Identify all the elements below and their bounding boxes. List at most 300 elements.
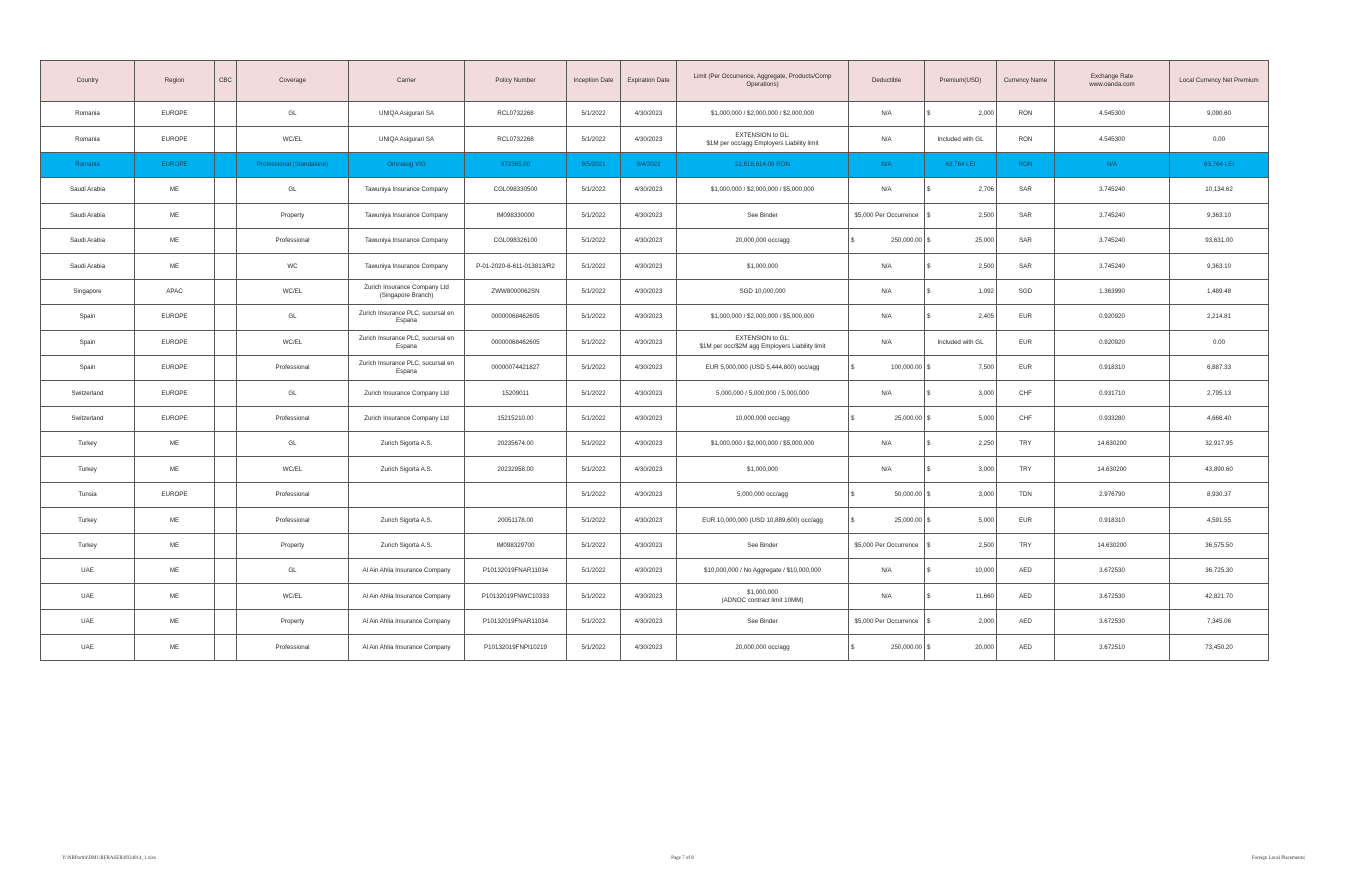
- country-cell: Saudi Arabia: [41, 178, 135, 203]
- policy-number-cell: 15209011: [465, 381, 567, 406]
- deductible-cell: N/A: [849, 381, 925, 406]
- currency-amount: [927, 567, 994, 575]
- table-row: [41, 228, 1269, 253]
- currency-symbol: $: [927, 541, 931, 549]
- expiration-date-cell: 4/30/2023: [621, 305, 677, 330]
- country-cell: Saudi Arabia: [41, 254, 135, 279]
- footer-page-number: Page 7 of 8: [671, 856, 694, 861]
- cbc-cell: [215, 457, 237, 482]
- inception-date-cell: 5/1/2022: [567, 482, 621, 507]
- currency-amount: [927, 212, 994, 220]
- policy-number-cell: 15215210.00: [465, 406, 567, 431]
- local-premium-cell: 4,591.55: [1170, 508, 1269, 533]
- expiration-date-cell: 4/30/2023: [621, 559, 677, 584]
- country-cell: UAE: [41, 635, 135, 660]
- deductible-cell: N/A: [849, 559, 925, 584]
- currency-name-cell: RON: [997, 152, 1055, 177]
- expiration-date-cell: 4/30/2023: [621, 203, 677, 228]
- inception-date-cell: 5/1/2022: [567, 102, 621, 127]
- premium-cell: [925, 254, 997, 279]
- exchange-rate-cell: 14.630200: [1055, 432, 1170, 457]
- region-cell: EUROPE: [135, 355, 215, 380]
- exchange-rate-cell: 3.672530: [1055, 584, 1170, 609]
- cbc-cell: [215, 533, 237, 558]
- coverage-cell: WC/EL: [237, 279, 349, 304]
- column-header: Country: [41, 61, 135, 102]
- amount-value: 25,000: [975, 237, 994, 245]
- inception-date-cell: 5/1/2022: [567, 533, 621, 558]
- local-premium-cell: 0.00: [1170, 330, 1269, 355]
- coverage-cell: GL: [237, 102, 349, 127]
- currency-amount: [927, 288, 994, 296]
- premium-cell: 63,764 LEI: [925, 152, 997, 177]
- currency-amount: [927, 313, 994, 321]
- deductible-cell: N/A: [849, 178, 925, 203]
- currency-symbol: $: [851, 237, 855, 245]
- region-cell: ME: [135, 635, 215, 660]
- deductible-cell: N/A: [849, 152, 925, 177]
- local-premium-cell: 36,725.30: [1170, 559, 1269, 584]
- exchange-rate-cell: 4.545300: [1055, 102, 1170, 127]
- currency-symbol: $: [927, 389, 931, 397]
- limit-cell: 5,000,000 occ/agg: [677, 482, 849, 507]
- region-cell: ME: [135, 254, 215, 279]
- currency-symbol: $: [927, 465, 931, 473]
- local-premium-cell: 8,930.37: [1170, 482, 1269, 507]
- expiration-date-cell: 4/30/2023: [621, 102, 677, 127]
- table-row: [41, 584, 1269, 609]
- premium-cell: [925, 508, 997, 533]
- carrier-cell: Zurich Sigorta A.S.: [349, 432, 465, 457]
- expiration-date-cell: 4/30/2023: [621, 279, 677, 304]
- country-cell: Turkey: [41, 457, 135, 482]
- cbc-cell: [215, 584, 237, 609]
- inception-date-cell: 5/1/2022: [567, 178, 621, 203]
- policy-number-cell: 20235674.00: [465, 432, 567, 457]
- deductible-cell: N/A: [849, 432, 925, 457]
- carrier-cell: Tawuniya Insurance Company: [349, 254, 465, 279]
- deductible-cell: [849, 228, 925, 253]
- region-cell: EUROPE: [135, 381, 215, 406]
- country-cell: Singapore: [41, 279, 135, 304]
- amount-value: 20,000: [975, 643, 994, 651]
- column-header: Limit (Per Occurrence, Aggregate, Products/Comp Operations): [677, 61, 849, 102]
- currency-symbol: $: [851, 415, 855, 422]
- currency-amount: [851, 415, 922, 423]
- region-cell: ME: [135, 609, 215, 634]
- currency-symbol: $: [927, 186, 931, 194]
- table-row: [41, 102, 1269, 127]
- coverage-cell: GL: [237, 381, 349, 406]
- region-cell: ME: [135, 432, 215, 457]
- table-row: [41, 254, 1269, 279]
- premium-cell: [925, 457, 997, 482]
- premium-cell: [925, 279, 997, 304]
- carrier-cell: Zurich Sigorta A.S.: [349, 508, 465, 533]
- policy-number-cell: P10132019FNWC10333: [465, 584, 567, 609]
- coverage-cell: Professional: [237, 508, 349, 533]
- table-row: [41, 635, 1269, 660]
- deductible-cell: [849, 635, 925, 660]
- currency-amount: [927, 542, 994, 550]
- carrier-cell: Zurich Insurance PLC, sucursal en Espana: [349, 355, 465, 380]
- table-row: [41, 178, 1269, 203]
- column-header: Expiration Date: [621, 61, 677, 102]
- policy-number-cell: RCL0732268: [465, 102, 567, 127]
- policy-number-cell: P10132019FNAR11034: [465, 609, 567, 634]
- carrier-cell: Al Ain Ahlia Insurance Company: [349, 635, 465, 660]
- carrier-cell: Omniasig VIG: [349, 152, 465, 177]
- exchange-rate-cell: 3.745240: [1055, 254, 1170, 279]
- limit-cell: 5,000,000 / 5,000,000 / 5,000,000: [677, 381, 849, 406]
- amount-value: 25,000.00: [894, 516, 922, 524]
- limit-cell: See Binder: [677, 203, 849, 228]
- country-cell: Turkey: [41, 533, 135, 558]
- currency-symbol: $: [927, 110, 931, 118]
- currency-name-cell: SGD: [997, 279, 1055, 304]
- carrier-cell: Zurich Sigorta A.S.: [349, 457, 465, 482]
- currency-name-cell: TRY: [997, 432, 1055, 457]
- table-row: [41, 482, 1269, 507]
- table-row: [41, 533, 1269, 558]
- country-cell: UAE: [41, 609, 135, 634]
- currency-name-cell: SAR: [997, 228, 1055, 253]
- country-cell: Romania: [41, 127, 135, 152]
- country-cell: Turkey: [41, 432, 135, 457]
- column-header: Deductible: [849, 61, 925, 102]
- inception-date-cell: 9/5/2021: [567, 152, 621, 177]
- expiration-date-cell: 4/30/2023: [621, 457, 677, 482]
- inception-date-cell: 5/1/2022: [567, 381, 621, 406]
- currency-symbol: $: [851, 516, 855, 524]
- local-premium-cell: 32,917.95: [1170, 432, 1269, 457]
- premium-cell: [925, 406, 997, 431]
- deductible-cell: [849, 508, 925, 533]
- currency-name-cell: EUR: [997, 305, 1055, 330]
- currency-symbol: $: [927, 567, 931, 575]
- currency-amount: [927, 364, 994, 372]
- expiration-date-cell: 4/30/2023: [621, 254, 677, 279]
- country-cell: Saudi Arabia: [41, 203, 135, 228]
- amount-value: 100,000.00: [891, 364, 922, 372]
- country-cell: Switzerland: [41, 406, 135, 431]
- coverage-cell: WC/EL: [237, 584, 349, 609]
- region-cell: EUROPE: [135, 330, 215, 355]
- expiration-date-cell: 9/4/2022: [621, 152, 677, 177]
- carrier-cell: Zurich Insurance Company Ltd (Singapore Branch): [349, 279, 465, 304]
- policy-number-cell: CGL098326100: [465, 228, 567, 253]
- inception-date-cell: 5/1/2022: [567, 432, 621, 457]
- currency-name-cell: TRY: [997, 457, 1055, 482]
- coverage-cell: Professional (Standalone): [237, 152, 349, 177]
- currency-amount: [851, 491, 922, 499]
- amount-value: 11,660: [975, 592, 994, 600]
- amount-value: 2,000: [978, 110, 994, 118]
- limit-cell: EUR 5,000,000 (USD 5,444,800) occ/agg: [677, 355, 849, 380]
- carrier-cell: Tawuniya Insurance Company: [349, 203, 465, 228]
- limit-cell: 10,000,000 occ/agg: [677, 406, 849, 431]
- currency-amount: [851, 364, 922, 372]
- currency-name-cell: AED: [997, 559, 1055, 584]
- premium-cell: [925, 178, 997, 203]
- table-row: [41, 457, 1269, 482]
- expiration-date-cell: 4/30/2023: [621, 609, 677, 634]
- amount-value: 3,000: [978, 465, 994, 473]
- carrier-cell: Al Ain Ahlia Insurance Company: [349, 609, 465, 634]
- column-header: Carrier: [349, 61, 465, 102]
- carrier-cell: Tawuniya Insurance Company: [349, 228, 465, 253]
- inception-date-cell: 5/1/2022: [567, 228, 621, 253]
- expiration-date-cell: 4/30/2023: [621, 355, 677, 380]
- cbc-cell: [215, 635, 237, 660]
- coverage-cell: WC/EL: [237, 127, 349, 152]
- currency-symbol: $: [927, 313, 931, 321]
- policy-number-cell: 20051178.00: [465, 508, 567, 533]
- inception-date-cell: 5/1/2022: [567, 559, 621, 584]
- table-row: [41, 203, 1269, 228]
- inception-date-cell: 5/1/2022: [567, 609, 621, 634]
- currency-amount: [927, 390, 994, 398]
- country-cell: Tunsia: [41, 482, 135, 507]
- carrier-cell: [349, 482, 465, 507]
- currency-symbol: $: [927, 415, 931, 422]
- currency-name-cell: RON: [997, 102, 1055, 127]
- column-header: Currency Name: [997, 61, 1055, 102]
- policy-number-cell: 00000068462605: [465, 330, 567, 355]
- exchange-rate-cell: 0.918310: [1055, 508, 1170, 533]
- deductible-cell: N/A: [849, 457, 925, 482]
- amount-value: 2,500: [978, 541, 994, 549]
- limit-cell: EUR 10,000,000 (USD 10,889,600) occ/agg: [677, 508, 849, 533]
- amount-value: 2,000: [978, 618, 994, 626]
- region-cell: ME: [135, 533, 215, 558]
- limit-cell: See Binder: [677, 533, 849, 558]
- inception-date-cell: 5/1/2022: [567, 305, 621, 330]
- premium-cell: [925, 381, 997, 406]
- currency-symbol: $: [927, 516, 931, 524]
- exchange-rate-cell: 0.918310: [1055, 355, 1170, 380]
- insurance-schedule-table: [40, 60, 1269, 661]
- table-row: [41, 330, 1269, 355]
- local-premium-cell: 9,363.10: [1170, 203, 1269, 228]
- currency-amount: [851, 644, 922, 652]
- amount-value: 250,000.00: [891, 643, 922, 651]
- column-header: Coverage: [237, 61, 349, 102]
- deductible-cell: [849, 482, 925, 507]
- amount-value: 2,405: [978, 313, 994, 321]
- footer-sheet-name: Foreign Local Placements|: [1251, 856, 1305, 861]
- currency-amount: [851, 237, 922, 245]
- currency-symbol: $: [927, 211, 931, 219]
- country-cell: Spain: [41, 355, 135, 380]
- region-cell: ME: [135, 457, 215, 482]
- local-premium-cell: 42,821.70: [1170, 584, 1269, 609]
- carrier-cell: Zurich Insurance PLC, sucursal en Espana: [349, 330, 465, 355]
- amount-value: 2,500: [978, 211, 994, 219]
- region-cell: ME: [135, 584, 215, 609]
- carrier-cell: Tawuniya Insurance Company: [349, 178, 465, 203]
- region-cell: ME: [135, 203, 215, 228]
- policy-number-cell: P10132019FNAR11034: [465, 559, 567, 584]
- country-cell: Romania: [41, 102, 135, 127]
- region-cell: EUROPE: [135, 127, 215, 152]
- cbc-cell: [215, 228, 237, 253]
- currency-name-cell: AED: [997, 584, 1055, 609]
- deductible-cell: N/A: [849, 305, 925, 330]
- currency-name-cell: EUR: [997, 330, 1055, 355]
- currency-name-cell: CHF: [997, 406, 1055, 431]
- currency-symbol: $: [927, 643, 931, 651]
- policy-number-cell: 20232958.00: [465, 457, 567, 482]
- exchange-rate-cell: 3.672530: [1055, 559, 1170, 584]
- expiration-date-cell: 4/30/2023: [621, 584, 677, 609]
- deductible-cell: [849, 355, 925, 380]
- premium-cell: Included with GL: [925, 330, 997, 355]
- coverage-cell: Professional: [237, 355, 349, 380]
- country-cell: UAE: [41, 559, 135, 584]
- currency-amount: [927, 440, 994, 448]
- header-row: [41, 61, 1269, 102]
- inception-date-cell: 5/1/2022: [567, 355, 621, 380]
- column-header: Local Currency Net Premium: [1170, 61, 1269, 102]
- premium-cell: [925, 228, 997, 253]
- premium-cell: [925, 559, 997, 584]
- exchange-rate-cell: 3.672530: [1055, 609, 1170, 634]
- local-premium-cell: 73,450.20: [1170, 635, 1269, 660]
- exchange-rate-cell: 0.920920: [1055, 330, 1170, 355]
- amount-value: 2,250: [978, 440, 994, 448]
- limit-cell: See Binder: [677, 609, 849, 634]
- coverage-cell: WC: [237, 254, 349, 279]
- inception-date-cell: 5/1/2022: [567, 203, 621, 228]
- cbc-cell: [215, 127, 237, 152]
- currency-symbol: $: [927, 592, 931, 600]
- cbc-cell: [215, 330, 237, 355]
- limit-cell: 20,000,000 occ/agg: [677, 228, 849, 253]
- limit-cell: $1,000,000 (ADNOC contract limit 10MM): [677, 584, 849, 609]
- local-premium-cell: 1,489.48: [1170, 279, 1269, 304]
- currency-amount: [927, 593, 994, 601]
- country-cell: Switzerland: [41, 381, 135, 406]
- coverage-cell: WC/EL: [237, 457, 349, 482]
- local-premium-cell: 93,631.00: [1170, 228, 1269, 253]
- table-row: [41, 355, 1269, 380]
- amount-value: 3,000: [978, 389, 994, 397]
- cbc-cell: [215, 305, 237, 330]
- currency-name-cell: SAR: [997, 178, 1055, 203]
- table-body: [41, 102, 1269, 661]
- exchange-rate-cell: 2.976790: [1055, 482, 1170, 507]
- carrier-cell: Al Ain Ahlia Insurance Company: [349, 584, 465, 609]
- currency-name-cell: EUR: [997, 508, 1055, 533]
- policy-number-cell: CGL098330500: [465, 178, 567, 203]
- table-row: [41, 432, 1269, 457]
- policy-number-cell: P10132019FNPI10219: [465, 635, 567, 660]
- currency-name-cell: TRY: [997, 533, 1055, 558]
- policy-number-cell: P-01-2020-6-611-013813/R2: [465, 254, 567, 279]
- currency-amount: [927, 415, 994, 423]
- expiration-date-cell: 4/30/2023: [621, 178, 677, 203]
- deductible-cell: N/A: [849, 254, 925, 279]
- column-header: Policy Number: [465, 61, 567, 102]
- policy-number-cell: RCL0732268: [465, 127, 567, 152]
- inception-date-cell: 5/1/2022: [567, 279, 621, 304]
- expiration-date-cell: 4/30/2023: [621, 381, 677, 406]
- exchange-rate-cell: 4.545300: [1055, 127, 1170, 152]
- local-premium-cell: 9,363.10: [1170, 254, 1269, 279]
- cbc-cell: [215, 381, 237, 406]
- currency-amount: [927, 644, 994, 652]
- region-cell: APAC: [135, 279, 215, 304]
- local-premium-cell: 9,090.60: [1170, 102, 1269, 127]
- amount-value: 5,000: [978, 516, 994, 524]
- column-header: Inception Date: [567, 61, 621, 102]
- table-row: [41, 406, 1269, 431]
- currency-amount: [927, 491, 994, 499]
- limit-cell: $1,000,000 / $2,000,000 / $2,000,000: [677, 102, 849, 127]
- coverage-cell: Property: [237, 609, 349, 634]
- inception-date-cell: 5/1/2022: [567, 508, 621, 533]
- cbc-cell: [215, 152, 237, 177]
- limit-cell: $1,000,000: [677, 457, 849, 482]
- local-premium-cell: 63,764 LEI: [1170, 152, 1269, 177]
- deductible-cell: $5,000 Per Occurrence: [849, 533, 925, 558]
- cbc-cell: [215, 355, 237, 380]
- expiration-date-cell: 4/30/2023: [621, 508, 677, 533]
- carrier-cell: Zurich Sigorta A.S.: [349, 533, 465, 558]
- premium-cell: [925, 584, 997, 609]
- coverage-cell: Professional: [237, 482, 349, 507]
- exchange-rate-cell: 14.630200: [1055, 457, 1170, 482]
- local-premium-cell: 10,134.62: [1170, 178, 1269, 203]
- cbc-cell: [215, 406, 237, 431]
- coverage-cell: GL: [237, 305, 349, 330]
- amount-value: 7,500: [978, 364, 994, 372]
- currency-name-cell: SAR: [997, 203, 1055, 228]
- currency-amount: [927, 517, 994, 525]
- coverage-cell: Professional: [237, 635, 349, 660]
- coverage-cell: GL: [237, 178, 349, 203]
- currency-amount: [927, 186, 994, 194]
- premium-cell: [925, 533, 997, 558]
- exchange-rate-cell: 0.920920: [1055, 305, 1170, 330]
- cbc-cell: [215, 178, 237, 203]
- limit-cell: 22,618,614.06 RON: [677, 152, 849, 177]
- coverage-cell: Professional: [237, 406, 349, 431]
- amount-value: 25,000.00: [894, 415, 922, 422]
- premium-cell: Included with GL: [925, 127, 997, 152]
- region-cell: EUROPE: [135, 102, 215, 127]
- currency-name-cell: RON: [997, 127, 1055, 152]
- local-premium-cell: 4,666.40: [1170, 406, 1269, 431]
- inception-date-cell: 5/1/2022: [567, 254, 621, 279]
- policy-number-cell: IM098330000: [465, 203, 567, 228]
- limit-cell: EXTENSION to GL: $1M per occ/agg Employers Liability limit: [677, 127, 849, 152]
- currency-name-cell: SAR: [997, 254, 1055, 279]
- region-cell: ME: [135, 178, 215, 203]
- policy-number-cell: 00000068462605: [465, 305, 567, 330]
- policy-number-cell: ZWW8000062SN: [465, 279, 567, 304]
- carrier-cell: UNIQA Asigurari SA: [349, 127, 465, 152]
- inception-date-cell: 5/1/2022: [567, 330, 621, 355]
- carrier-cell: Zurich Insurance Company Ltd: [349, 381, 465, 406]
- premium-cell: [925, 305, 997, 330]
- local-premium-cell: 2,214.81: [1170, 305, 1269, 330]
- exchange-rate-cell: 3.745240: [1055, 228, 1170, 253]
- expiration-date-cell: 4/30/2023: [621, 228, 677, 253]
- policy-number-cell: 972365.00: [465, 152, 567, 177]
- currency-name-cell: EUR: [997, 355, 1055, 380]
